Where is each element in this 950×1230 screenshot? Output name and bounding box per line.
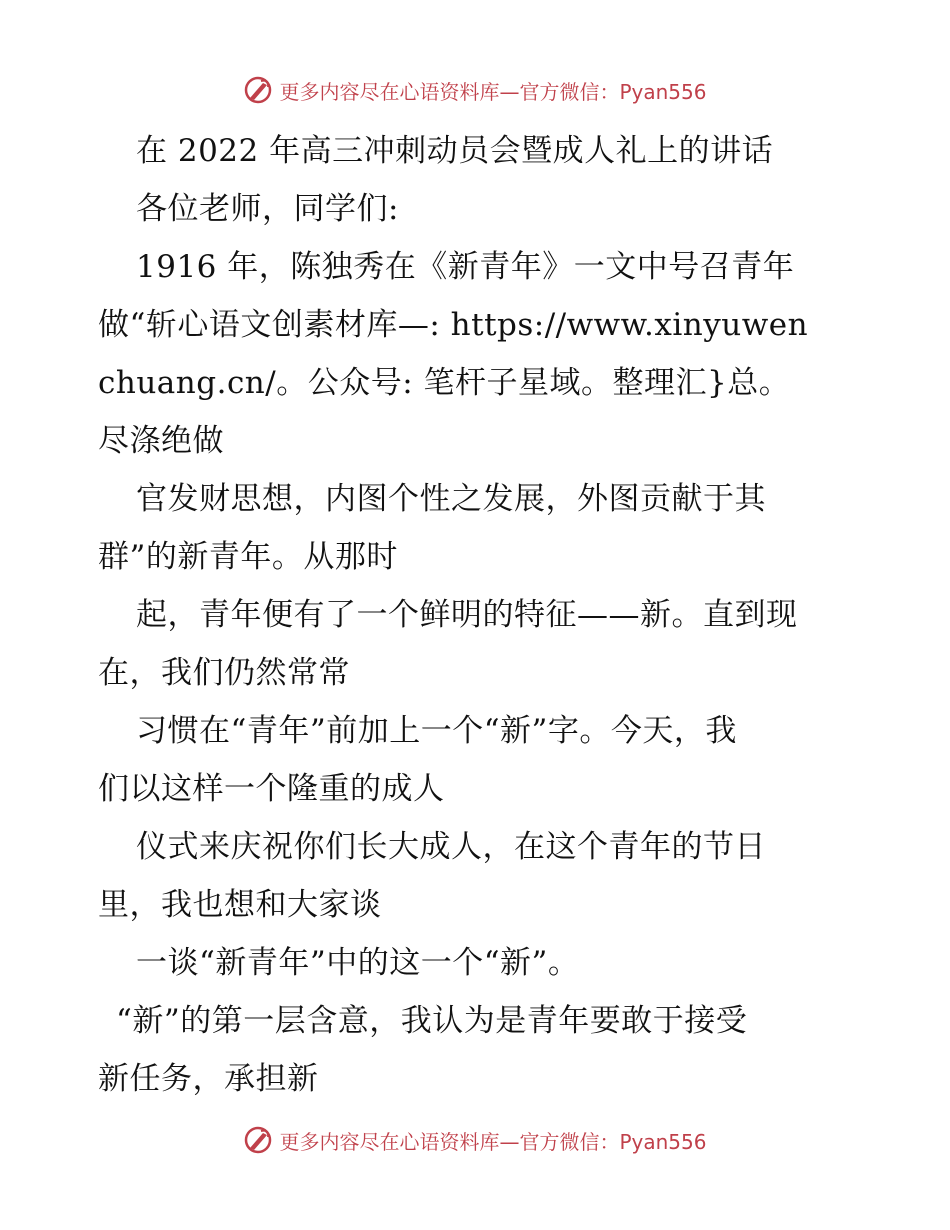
document-body (98, 122, 858, 1108)
body-line: “新”的第一层含意，我认为是青年要敢于接受 (116, 1003, 748, 1039)
watermark-text (279, 1126, 706, 1155)
watermark-site-text: 更多内容尽在心语资料库 (279, 79, 500, 104)
body-line: 习惯在“青年”前加上一个“新”字。今天，我 (136, 713, 737, 749)
watermark-text (279, 76, 706, 105)
header-watermark-banner (0, 70, 950, 110)
body-line: 里，我也想和大家谈 (98, 887, 382, 923)
body-line: 做“斩心语文创素材库—: https://www.xinyuwen (98, 307, 809, 343)
body-line: chuang.cn/。公众号: 笔杆子星域。整理汇}总。 (98, 365, 791, 401)
document-title: 在 2022 年高三冲刺动员会暨成人礼上的讲话 (136, 133, 774, 169)
body-line: 群”的新青年。从那时 (98, 539, 398, 575)
body-line: 尽涤绝做 (98, 423, 224, 459)
body-line: 仪式来庆祝你们长大成人，在这个青年的节日 (136, 829, 766, 865)
salutation-line: 各位老师，同学们: (136, 191, 399, 227)
body-line: 1916 年，陈独秀在《新青年》一文中号召青年 (136, 249, 795, 285)
body-line: 起，青年便有了一个鲜明的特征——新。直到现 (136, 597, 798, 633)
body-line: 们以这样一个隆重的成人 (98, 771, 445, 807)
watermark-site-text: 更多内容尽在心语资料库 (279, 1129, 500, 1154)
footer-watermark-banner (0, 1120, 950, 1160)
body-line: 新任务，承担新 (98, 1061, 319, 1097)
watermark-separator: — (499, 79, 520, 104)
quill-logo-icon (243, 1125, 273, 1155)
body-line: 官发财思想，内图个性之发展，外图贡献于其 (136, 481, 766, 517)
watermark-contact-text: 官方微信：Pyan556 (519, 1129, 707, 1154)
body-line: 在，我们仍然常常 (98, 655, 350, 691)
quill-logo-icon (243, 75, 273, 105)
watermark-contact-text: 官方微信：Pyan556 (519, 79, 707, 104)
body-line: 一谈“新青年”中的这一个“新”。 (136, 945, 580, 981)
watermark-separator: — (499, 1129, 520, 1154)
